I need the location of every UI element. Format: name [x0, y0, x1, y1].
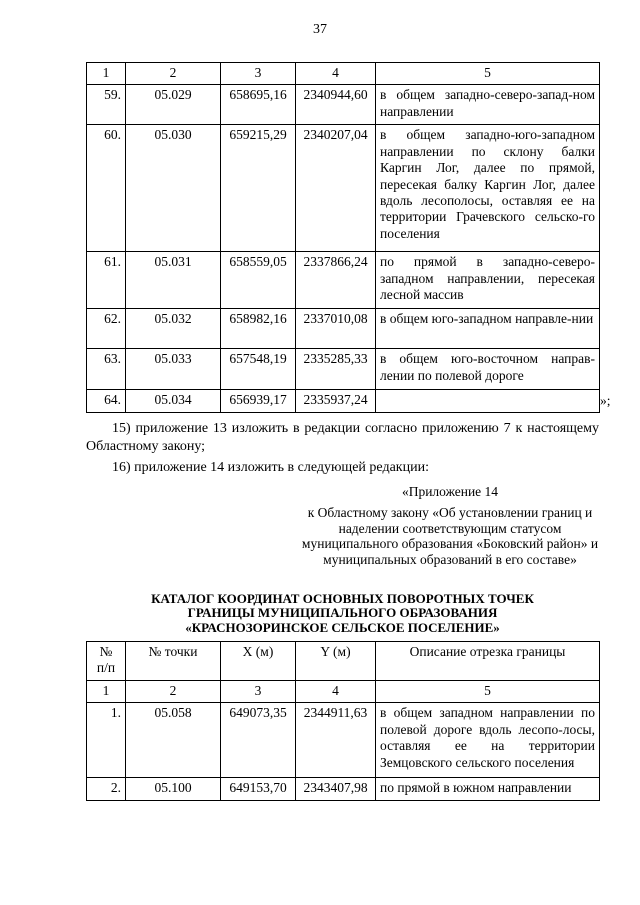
point-number: 05.030: [126, 125, 221, 252]
table-row: [87, 778, 600, 800]
table-header-numbers: [87, 63, 600, 85]
row-number: 63.: [87, 349, 126, 390]
catalog-title-line-2: ГРАНИЦЫ МУНИЦИПАЛЬНОГО ОБРАЗОВАНИЯ: [187, 605, 498, 621]
header-col-1: 1: [87, 681, 126, 703]
segment-description: [376, 390, 600, 412]
column-header-number: [87, 642, 126, 681]
x-coordinate: 659215,29: [221, 125, 296, 252]
catalog-title: [86, 592, 599, 635]
segment-description: в общем юго-западном направле-нии: [376, 309, 600, 349]
catalog-title-line-3: «КРАСНОЗОРИНСКОЕ СЕЛЬСКОЕ ПОСЕЛЕНИЕ»: [185, 619, 500, 635]
segment-description: по прямой в западно-северо-западном направлении, пересекая лесной массив: [376, 252, 600, 309]
y-coordinate: 2335285,33: [296, 349, 376, 390]
row-number: 60.: [87, 125, 126, 252]
y-coordinate: 2337010,08: [296, 309, 376, 349]
table-row: [87, 85, 600, 125]
point-number: 05.032: [126, 309, 221, 349]
header-col-2: 2: [126, 63, 221, 85]
segment-description: в общем западно-юго-западном направлении по склону балки Каргин Лог, далее по прямой, пересекая балку Каргин Лог, далее вдоль лесополосы, оставляя ее на территории Грачевского сельско-го поселения: [376, 125, 600, 252]
catalog-title-line-1: КАТАЛОГ КООРДИНАТ ОСНОВНЫХ ПОВОРОТНЫХ ТОЧЕК: [151, 591, 534, 606]
table-row: [87, 349, 600, 390]
x-coordinate: 658695,16: [221, 85, 296, 125]
y-coordinate: 2343407,98: [296, 778, 376, 800]
header-col-3: 3: [221, 63, 296, 85]
table-row: [87, 390, 600, 412]
y-coordinate: 2337866,24: [296, 252, 376, 309]
table-row: [87, 703, 600, 778]
y-coordinate: 2340944,60: [296, 85, 376, 125]
segment-description: по прямой в южном направлении: [376, 778, 600, 800]
row-number: 64.: [87, 390, 126, 412]
appendix-title: «Приложение 14: [401, 484, 499, 499]
header-col-4: 4: [296, 681, 376, 703]
header-col-2: 2: [126, 681, 221, 703]
point-number: 05.034: [126, 390, 221, 412]
page-number: 37: [313, 22, 327, 37]
y-coordinate: 2335937,24: [296, 390, 376, 412]
paragraph-15: 15) приложение 13 изложить в редакции согласно приложению 7 к настоящему Областному закону;: [86, 421, 599, 454]
paragraph-16: 16) приложение 14 изложить в следующей редакции:: [112, 460, 429, 475]
closing-quote-mark: »;: [600, 393, 611, 408]
x-coordinate: 656939,17: [221, 390, 296, 412]
coordinates-table-continued: [86, 62, 600, 413]
x-coordinate: 649153,70: [221, 778, 296, 800]
row-number: 59.: [87, 85, 126, 125]
y-coordinate: 2344911,63: [296, 703, 376, 778]
point-number: 05.031: [126, 252, 221, 309]
x-coordinate: 657548,19: [221, 349, 296, 390]
point-number: 05.029: [126, 85, 221, 125]
appendix-reference: к Областному закону «Об установлении границ и наделении соответствующим статусом муниципального образования «Боковский район» и муниципальных образований в его составе»: [301, 505, 599, 567]
segment-description: в общем юго-восточном направ-лении по полевой дороге: [376, 349, 600, 390]
header-col-5: 5: [376, 63, 600, 85]
column-header-number-line-2: п/п: [96, 660, 116, 676]
table-row: [87, 309, 600, 349]
x-coordinate: 658559,05: [221, 252, 296, 309]
column-header-description: Описание отрезка границы: [376, 642, 600, 681]
point-number: 05.100: [126, 778, 221, 800]
point-number: 05.033: [126, 349, 221, 390]
column-header-number-line-1: №: [99, 644, 113, 659]
row-number: 61.: [87, 252, 126, 309]
header-col-5: 5: [376, 681, 600, 703]
header-col-4: 4: [296, 63, 376, 85]
header-col-1: 1: [87, 63, 126, 85]
table-header: [87, 642, 600, 681]
y-coordinate: 2340207,04: [296, 125, 376, 252]
segment-description: в общем западно-северо-запад-ном направлении: [376, 85, 600, 125]
row-number: 2.: [87, 778, 126, 800]
x-coordinate: 658982,16: [221, 309, 296, 349]
coordinates-table: [86, 641, 600, 801]
table-row: [87, 125, 600, 252]
point-number: 05.058: [126, 703, 221, 778]
column-header-x: X (м): [221, 642, 296, 681]
row-number: 62.: [87, 309, 126, 349]
column-header-point: № точки: [126, 642, 221, 681]
segment-description: в общем западном направлении по полевой дороге вдоль лесопо-лосы, оставляя ее на территории Земцовского сельского поселения: [376, 703, 600, 778]
x-coordinate: 649073,35: [221, 703, 296, 778]
table-row: [87, 252, 600, 309]
row-number: 1.: [87, 703, 126, 778]
header-col-3: 3: [221, 681, 296, 703]
column-header-y: Y (м): [296, 642, 376, 681]
table-header-numbers: [87, 681, 600, 703]
